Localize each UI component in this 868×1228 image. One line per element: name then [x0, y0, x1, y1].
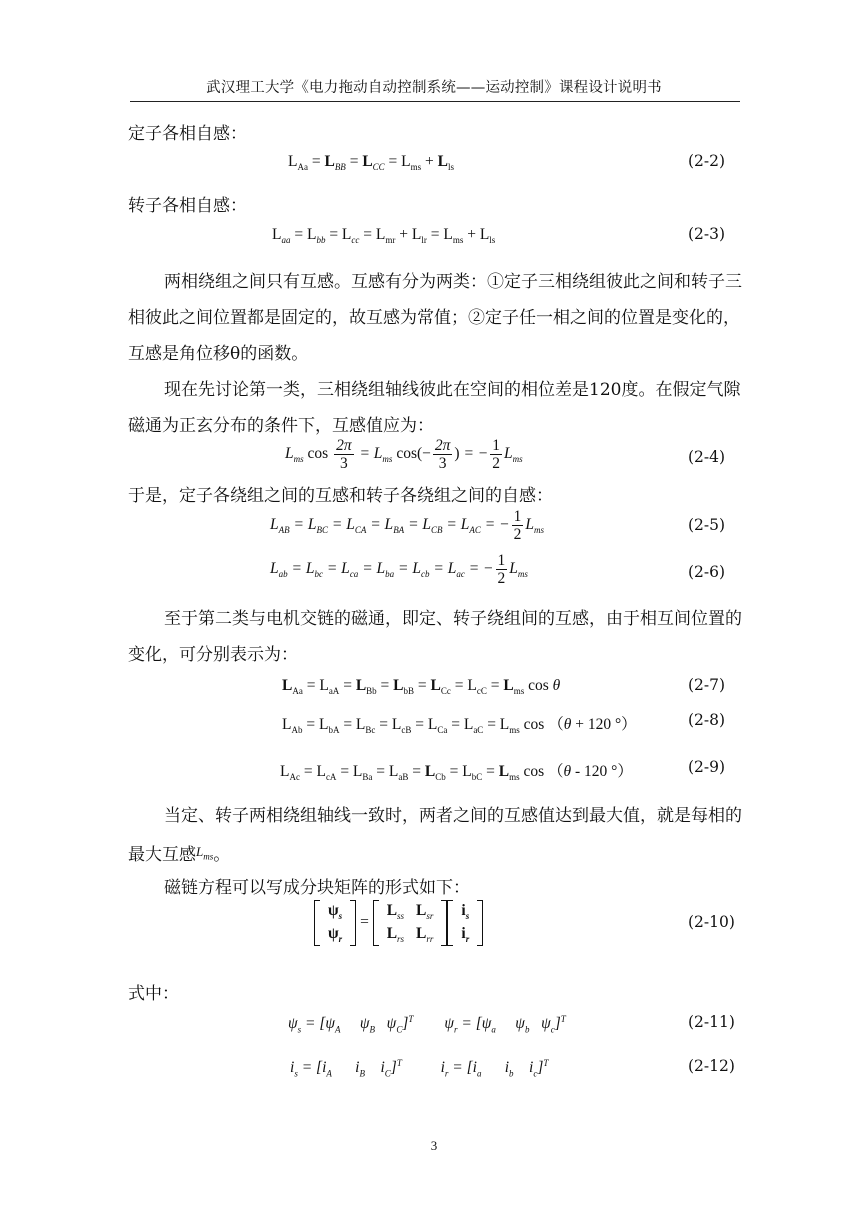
- eq-number: (2-9): [688, 758, 726, 776]
- eq-number: (2-5): [688, 516, 726, 534]
- thus-paragraph: 于是，定子各绕组之间的互感和转子各绕组之间的自感：: [128, 486, 553, 506]
- max-mutual-text: 当定、转子两相绕组轴线一致时，两者之间的互感值达到最大值，就是每相的最大互感: [128, 806, 742, 865]
- equation-2-4: $L_{ms}$ cos $\frac{2\pi}{3}$ = $L_{ms}$ cos(− $\frac{2\pi}{3}$ ) = − $\frac{1}{2}$ $L_{ms}$: [285, 437, 523, 472]
- header-rule: [130, 101, 740, 102]
- equation-2-6: $L_{ab} = L_{bc} = L_{ca} = L_{ba} = L_{cb} = L_{ac}$ = − $\frac{1}{2}$ $L_{ms}$: [270, 552, 528, 587]
- stator-self-label: 定子各相自感：: [128, 124, 247, 144]
- page-number: 3: [430, 1138, 438, 1153]
- equation-2-11: $\psi_s = [\psi_A$ $\psi_B$ $\psi_C]^T$ $\psi_r = [\psi_a$ $\psi_b$ $\psi_c]^T$: [288, 1014, 566, 1035]
- equation-2-8: $L_{Ab} = L_{bA} = L_{Bc} = L_{cB} = L_{Ca} = L_{aC} = L_{ms}$ cos （θ + 120 °）: [282, 716, 637, 736]
- equation-2-2: $L_{Aa} = L_{BB} = L_{CC} = L_{ms} + L_{ls}$: [288, 153, 455, 173]
- equation-2-12: $i_s = [i_A$ $i_B$ $i_C]^T$ $i_r = [i_a$ $i_b$ $i_c]^T$: [290, 1058, 549, 1079]
- eq-number: (2-4): [688, 448, 726, 466]
- equation-2-3: $L_{aa} = L_{bb} = L_{cc} = L_{mr} + L_{lr} = L_{ms} + L_{ls}$: [272, 226, 496, 246]
- where-label: 式中：: [128, 984, 179, 1004]
- second-type-paragraph: 至于第二类与电机交链的磁通，即定、转子绕组间的互感，由于相互间位置的变化，可分别表示为：: [128, 609, 742, 665]
- equation-2-5: $L_{AB} = L_{BC} = L_{CA} = L_{BA} = L_{CB} = L_{AC}$ = − $\frac{1}{2}$ $L_{ms}$: [270, 508, 544, 543]
- max-mutual-paragraph: 当定、转子两相绕组轴线一致时，两者之间的互感值达到最大值，就是每相的最大互感$^{L_{ms}}$。: [128, 806, 742, 865]
- eq-number: (2-2): [688, 152, 726, 170]
- eq-number: (2-6): [688, 563, 726, 581]
- eq-number: (2-12): [688, 1057, 735, 1075]
- max-mutual-end: 。: [213, 845, 231, 865]
- rotor-self-label: 转子各相自感：: [128, 196, 247, 216]
- first-type-paragraph: 现在先讨论第一类，三相绕组轴线彼此在空间的相位差是120度。在假定气隙磁通为正玄分布的条件下，互感值应为：: [128, 380, 741, 436]
- mutual-paragraph: 两相绕组之间只有互感。互感有分为两类：①定子三相绕组彼此之间和转子三相彼此之间位置都是固定的，故互感为常值；②定子任一相之间的位置是变化的，互感是角位移θ的函数。: [128, 272, 742, 364]
- matrix-intro: 磁链方程可以写成分块矩阵的形式如下：: [164, 878, 470, 898]
- eq-number: (2-7): [688, 676, 726, 694]
- eq-number: (2-3): [688, 225, 726, 243]
- equation-2-7: $L_{Aa} = L_{aA} = L_{Bb} = L_{bB} = L_{Cc} = L_{cC} = L_{ms}$ cos θ: [282, 677, 561, 697]
- equation-2-10: $\psi_s$ $\psi_r$ = $L_{ss}$ $L_{sr}$ $L_{rs}$ $L_{rr}$ $i_s$ $i_r$: [314, 900, 483, 946]
- eq-number: (2-11): [688, 1013, 735, 1031]
- eq-number: (2-10): [688, 913, 735, 931]
- eq-number: (2-8): [688, 711, 726, 729]
- page-header: 武汉理工大学《电力拖动自动控制系统——运动控制》课程设计说明书: [206, 80, 662, 96]
- equation-2-9: $L_{Ac} = L_{cA} = L_{Ba} = L_{aB} = L_{Cb} = L_{bC} = L_{ms}$ cos （θ - 120 °）: [280, 763, 633, 783]
